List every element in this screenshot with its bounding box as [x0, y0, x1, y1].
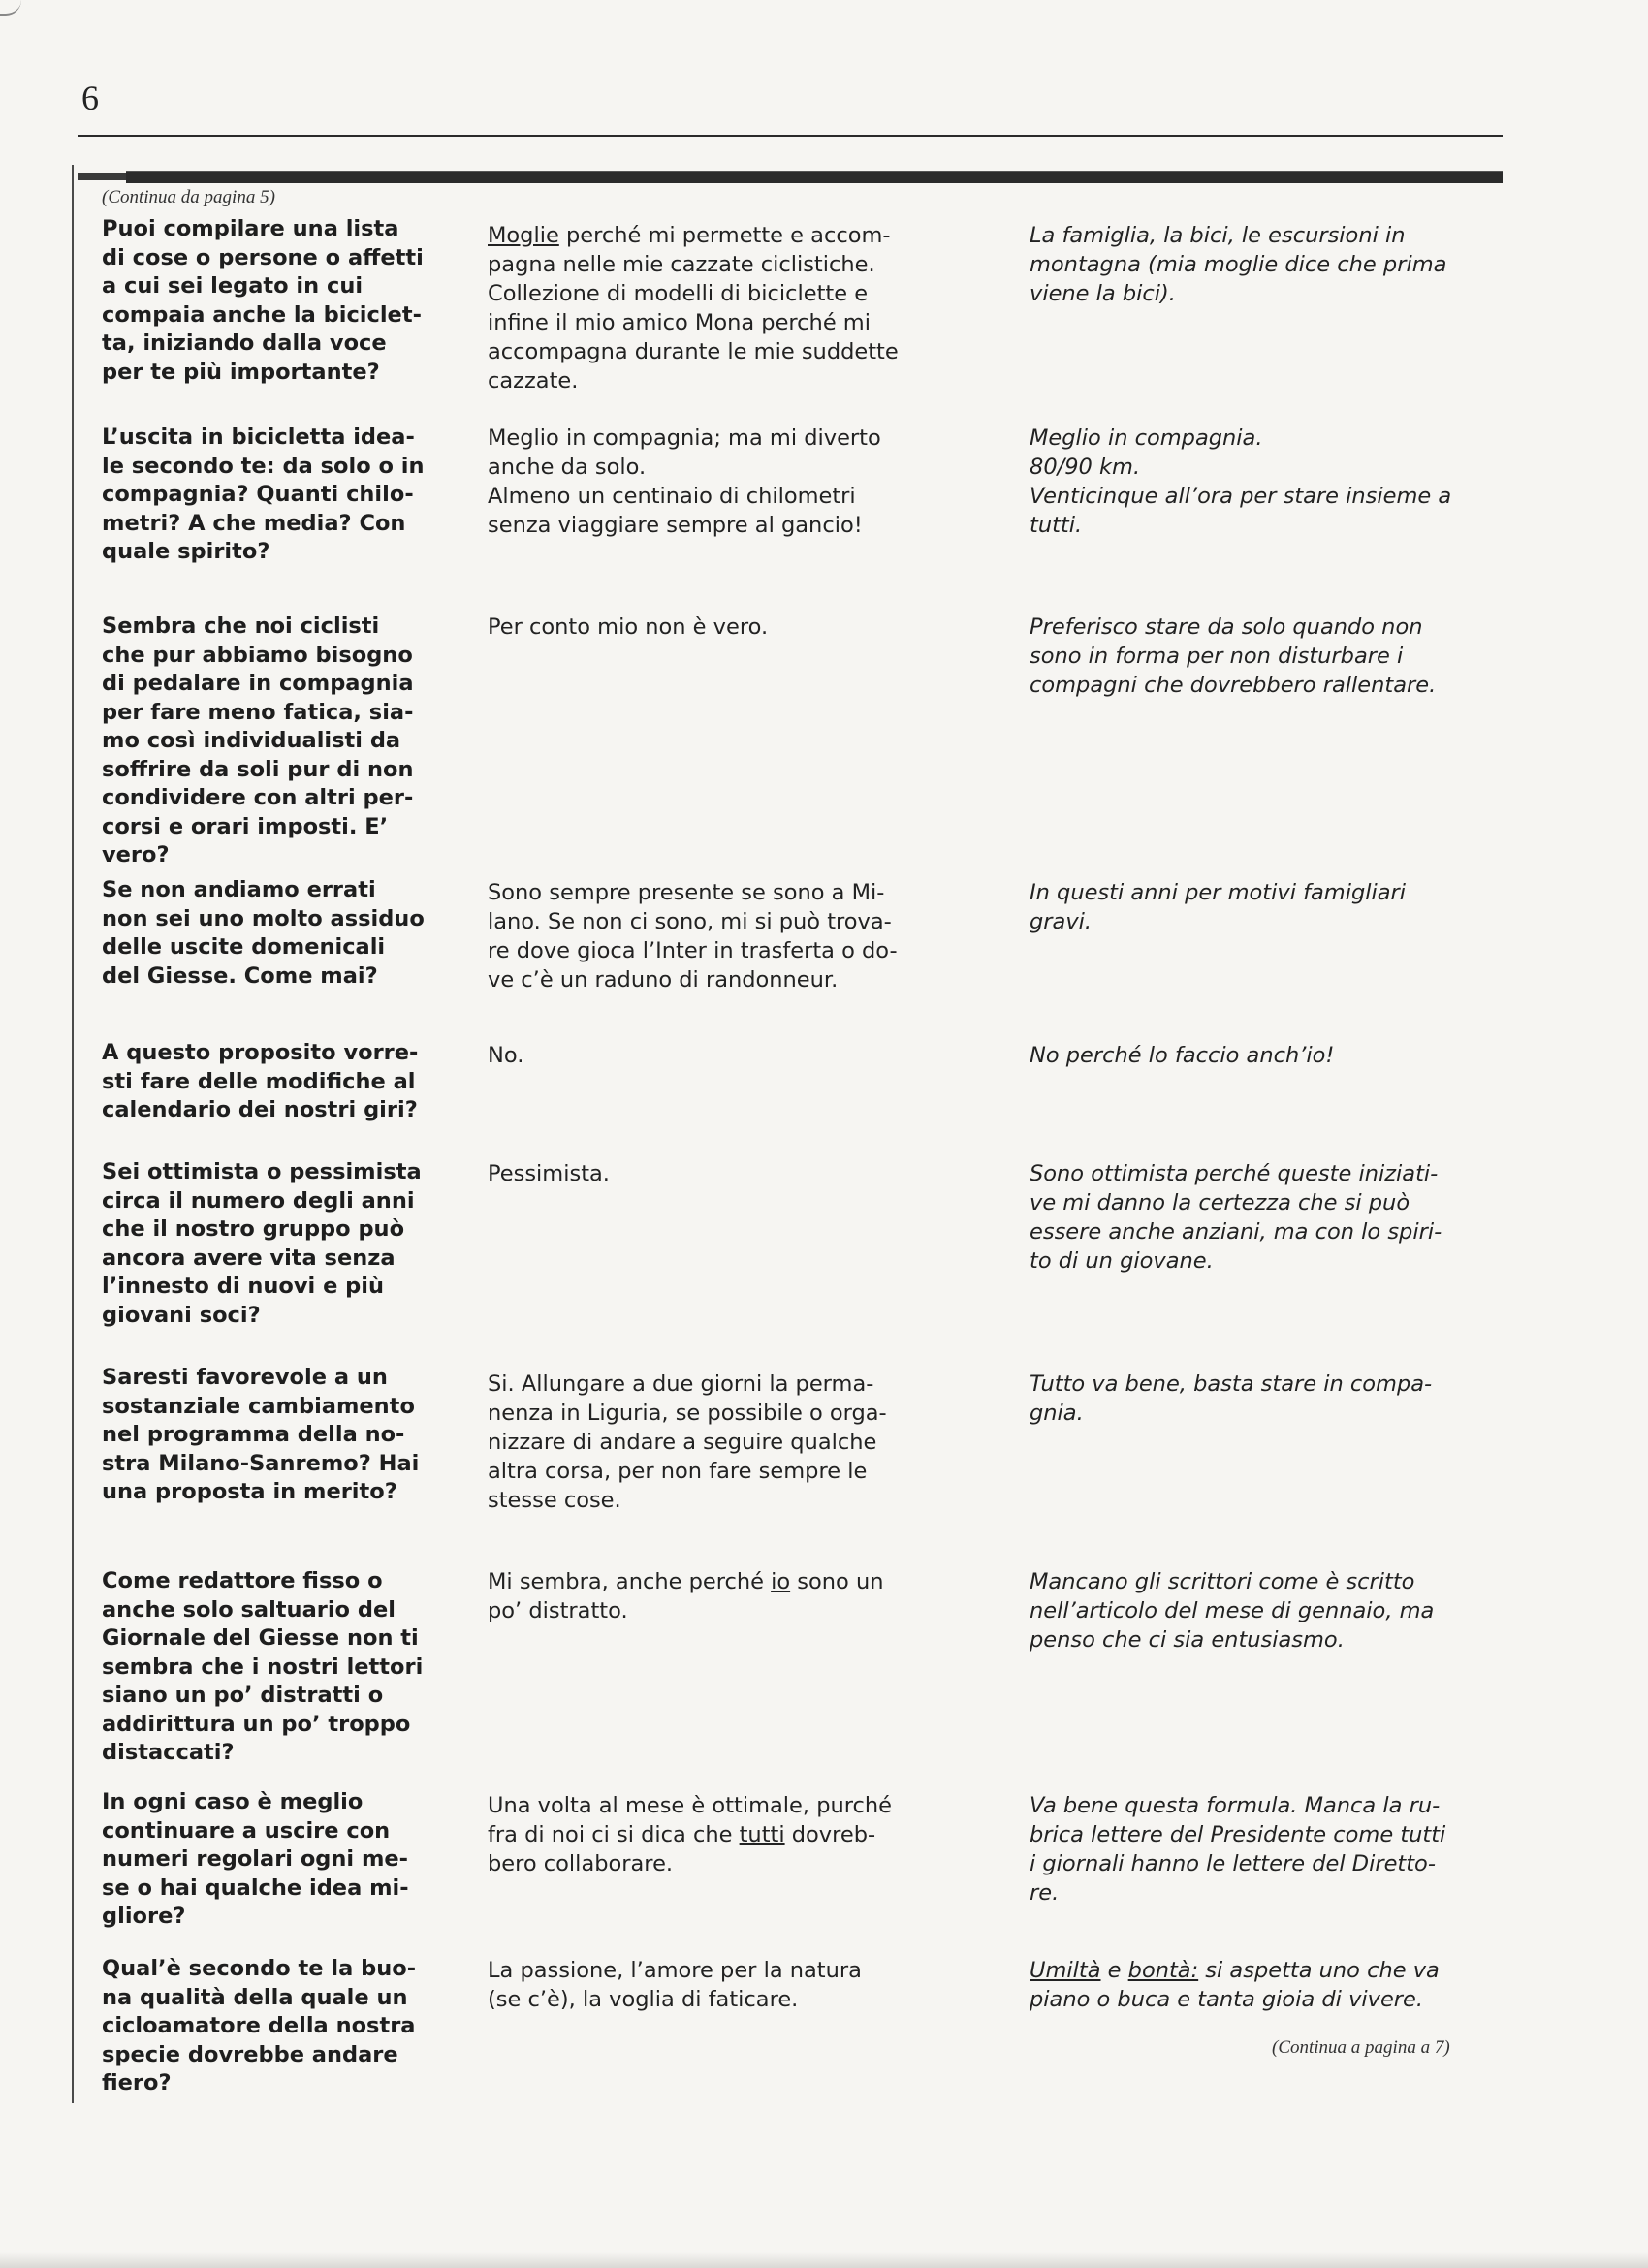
question-9: In ogni caso è meglio continuare a uscire con numeri regolari ogni me- se o hai qualche idea mi- gliore? — [102, 1789, 409, 1929]
answer2-10-text: si aspetta uno che va piano o buca e tanta gioia di vivere. — [1030, 1958, 1440, 2012]
scan-corner-mark — [0, 0, 21, 16]
answer1-9 — [488, 1791, 972, 1878]
question-7: Saresti favorevole a un sostanziale cambiamento nel programma della no- stra Milano-Sanremo? Hai una proposta in merito? — [102, 1365, 420, 1504]
page-number: 6 — [81, 79, 99, 117]
left-margin-line — [72, 165, 74, 2103]
answer2-4: In questi anni per motivi famigliari gravi. — [1030, 880, 1407, 934]
continued-from-note: (Continua da pagina 5) — [102, 187, 275, 207]
answer1-1-text: perché mi permette e accom- pagna nelle mie cazzate ciclistiche. Collezione di modelli di biciclette e infine il mio amico Mona perché mi accompagna durante le mie suddette cazzate. — [488, 223, 899, 394]
scan-bottom-edge — [0, 2252, 1648, 2268]
question-3: Sembra che noi ciclisti che pur abbiamo bisogno di pedalare in compagnia per fare meno fatica, sia- mo così individualisti da soffrire da soli pur di non condividere con altri per- corsi e orari imposti. E’ vero? — [102, 614, 414, 867]
header-rule — [78, 135, 1503, 137]
question-5: A questo proposito vorre- sti fare delle modifiche al calendario dei nostri giri? — [102, 1040, 419, 1122]
answer1-8-underlined: io — [771, 1569, 791, 1594]
question-8: Come redattore fisso o anche solo saltuario del Giornale del Giesse non ti sembra che i nostri lettori siano un po’ distratti o addirittura un po’ troppo distaccati? — [102, 1568, 424, 1765]
answer1-8-pre: Mi sembra, anche perché — [488, 1569, 772, 1594]
answer1-9-pre: Una volta al mese è ottimale, purché fra di noi ci si dica che — [488, 1793, 892, 1847]
answer2-10 — [1030, 1956, 1514, 2014]
answer2-2: Meglio in compagnia. 80/90 km. Venticinque all’ora per stare insieme a tutti. — [1030, 425, 1452, 538]
question-2: L’uscita in bicicletta idea- le secondo te: da solo o in compagnia? Quanti chilo- metri? A che media? Con quale spirito? — [102, 425, 425, 564]
answer1-10: La passione, l’amore per la natura (se c’è), la voglia di faticare. — [488, 1958, 862, 2012]
answer2-7: Tutto va bene, basta stare in compa- gnia. — [1030, 1371, 1433, 1426]
answer1-8 — [488, 1567, 972, 1625]
answer1-8-text: sono un po’ distratto. — [488, 1569, 884, 1623]
answer2-9: Va bene questa formula. Manca la ru- brica lettere del Presidente come tutti i giornali hanno le lettere del Diretto- re. — [1030, 1793, 1446, 1906]
question-6: Sei ottimista o pessimista circa il numero degli anni che il nostro gruppo può ancora avere vita senza l’innesto di nuovi e più giovani soci? — [102, 1159, 422, 1328]
answer2-10-underlined-2: bontà: — [1127, 1958, 1199, 1983]
answer2-5: No perché lo faccio anch’io! — [1030, 1043, 1335, 1068]
answer1-9-text: dovreb- bero collaborare. — [488, 1822, 876, 1876]
continued-to-note: (Continua a pagina a 7) — [1272, 2037, 1450, 2058]
answer1-5: No. — [488, 1043, 524, 1068]
answer2-6: Sono ottimista perché queste iniziati- ve mi danno la certezza che si può essere anche anziani, ma con lo spiri- to di un giovane. — [1030, 1161, 1442, 1274]
question-1: Puoi compilare una lista di cose o persone o affetti a cui sei legato in cui compaia anche la biciclet- ta, iniziando dalla voce per te più importante? — [102, 216, 424, 385]
answer2-3: Preferisco stare da solo quando non sono in forma per non disturbare i compagni che dovrebbero rallentare. — [1030, 614, 1437, 698]
answer1-1 — [488, 221, 972, 395]
question-10: Qual’è secondo te la buo- na qualità della quale un cicloamatore della nostra specie dovrebbe andare fiero? — [102, 1956, 417, 2095]
answer2-8: Mancano gli scrittori come è scritto nell’articolo del mese di gennaio, ma penso che ci sia entusiasmo. — [1030, 1569, 1435, 1653]
column-rule — [126, 171, 1503, 183]
answer1-6: Pessimista. — [488, 1161, 610, 1186]
answer1-3: Per conto mio non è vero. — [488, 614, 769, 640]
answer1-7: Si. Allungare a due giorni la perma- nenza in Liguria, se possibile o orga- nizzare di andare a seguire qualche altra corsa, per non fare sempre le stesse cose. — [488, 1371, 887, 1513]
answer2-10-mid: e — [1100, 1958, 1128, 1983]
answer1-1-underlined: Moglie — [488, 223, 559, 248]
answer2-1: La famiglia, la bici, le escursioni in montagna (mia moglie dice che prima viene la bici). — [1030, 223, 1447, 306]
answer1-4: Sono sempre presente se sono a Mi- lano. Se non ci sono, mi si può trova- re dove gioca l’Inter in trasferta o do- ve c’è un raduno di randonneur. — [488, 880, 898, 992]
answer1-2: Meglio in compagnia; ma mi diverto anche da solo. Almeno un centinaio di chilometri senza viaggiare sempre al gancio! — [488, 425, 881, 538]
question-4: Se non andiamo errati non sei uno molto assiduo delle uscite domenicali del Giesse. Come mai? — [102, 877, 425, 989]
column-rule-left — [78, 173, 128, 180]
answer1-9-underlined: tutti — [739, 1822, 785, 1847]
answer2-10-underlined-1: Umiltà — [1030, 1958, 1101, 1983]
